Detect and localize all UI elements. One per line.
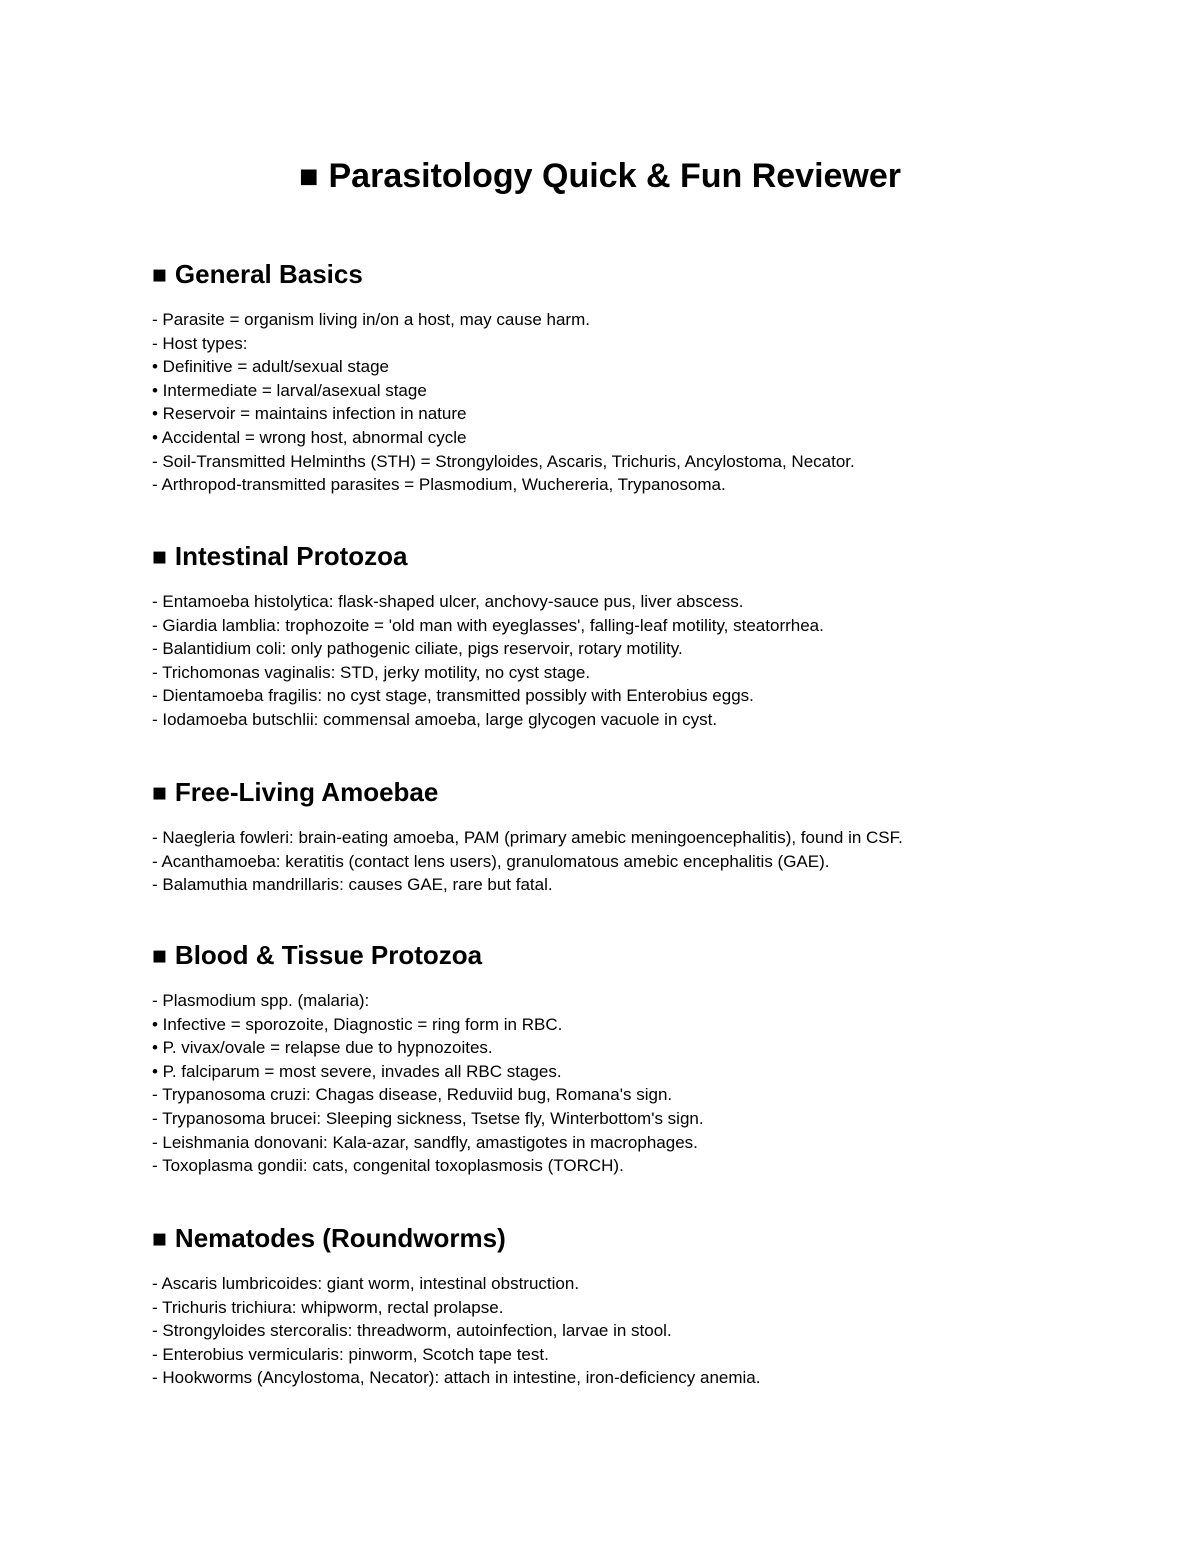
text-line: - Hookworms (Ancylostoma, Necator): attach in intestine, iron-deficiency anemia.	[152, 1368, 761, 1388]
text-line: - Strongyloides stercoralis: threadworm, autoinfection, larvae in stool.	[152, 1321, 672, 1341]
text-line: - Plasmodium spp. (malaria):	[152, 991, 370, 1010]
text-line: - Balamuthia mandrillaris: causes GAE, rare but fatal.	[152, 875, 553, 895]
section-heading-text: Nematodes (Roundworms)	[174, 1223, 506, 1253]
square-bullet-icon: ■	[152, 544, 167, 571]
section	[152, 774, 1152, 897]
section-lines	[152, 308, 1152, 497]
section-heading-text: Intestinal Protozoa	[174, 541, 408, 571]
text-line: - Toxoplasma gondii: cats, congenital toxoplasmosis (TORCH).	[152, 1156, 624, 1176]
text-line: - Arthropod-transmitted parasites = Plasmodium, Wuchereria, Trypanosoma.	[152, 475, 726, 495]
square-bullet-icon: ■	[152, 262, 167, 289]
text-line: • P. falciparum = most severe, invades all RBC stages.	[152, 1061, 562, 1081]
section-heading	[152, 937, 1152, 975]
text-line: - Entamoeba histolytica: flask-shaped ulcer, anchovy-sauce pus, liver abscess.	[152, 592, 744, 611]
page-title	[0, 152, 1200, 200]
text-line: - Soil-Transmitted Helminths (STH) = Strongyloides, Ascaris, Trichuris, Ancylostoma, Necator.	[152, 451, 855, 471]
text-line: • Infective = sporozoite, Diagnostic = ring form in RBC.	[152, 1014, 563, 1034]
section-heading	[152, 774, 1152, 812]
section-heading	[152, 256, 1152, 294]
text-line: - Trypanosoma cruzi: Chagas disease, Reduviid bug, Romana's sign.	[152, 1085, 673, 1105]
section-heading-text: General Basics	[174, 259, 363, 289]
text-line: - Leishmania donovani: Kala-azar, sandfly, amastigotes in macrophages.	[152, 1132, 698, 1152]
text-line: - Trypanosoma brucei: Sleeping sickness, Tsetse fly, Winterbottom's sign.	[152, 1108, 704, 1128]
text-line: - Acanthamoeba: keratitis (contact lens users), granulomatous amebic encephalitis (GAE).	[152, 851, 830, 871]
text-line: • Accidental = wrong host, abnormal cycle	[152, 427, 467, 447]
section	[152, 538, 1152, 732]
section	[152, 937, 1152, 1178]
text-line: - Iodamoeba butschlii: commensal amoeba, large glycogen vacuole in cyst.	[152, 709, 718, 729]
text-line: - Naegleria fowleri: brain-eating amoeba, PAM (primary amebic meningoencephalitis), found in CSF.	[152, 828, 903, 847]
section-lines	[152, 1272, 1152, 1390]
section	[152, 1220, 1152, 1390]
text-line: - Parasite = organism living in/on a host, may cause harm.	[152, 310, 590, 329]
section-lines	[152, 989, 1152, 1178]
text-line: - Trichuris trichiura: whipworm, rectal prolapse.	[152, 1297, 504, 1317]
text-line: - Ascaris lumbricoides: giant worm, intestinal obstruction.	[152, 1274, 580, 1293]
section-lines	[152, 590, 1152, 732]
page-title-text: Parasitology Quick & Fun Reviewer	[328, 157, 902, 195]
section-heading-text: Blood & Tissue Protozoa	[174, 940, 483, 970]
section-heading-text: Free-Living Amoebae	[174, 777, 439, 807]
text-line: - Trichomonas vaginalis: STD, jerky motility, no cyst stage.	[152, 662, 591, 682]
section-heading	[152, 538, 1152, 576]
section	[152, 256, 1152, 497]
text-line: - Balantidium coli: only pathogenic ciliate, pigs reservoir, rotary motility.	[152, 639, 683, 659]
section-heading	[152, 1220, 1152, 1258]
section-lines	[152, 826, 1152, 897]
square-bullet-icon: ■	[152, 780, 167, 807]
square-bullet-icon: ■	[298, 158, 319, 194]
text-line: - Enterobius vermicularis: pinworm, Scotch tape test.	[152, 1344, 549, 1364]
text-line: • Definitive = adult/sexual stage	[152, 357, 390, 377]
square-bullet-icon: ■	[152, 1226, 167, 1253]
text-line: • Reservoir = maintains infection in nature	[152, 404, 467, 424]
text-line: - Dientamoeba fragilis: no cyst stage, transmitted possibly with Enterobius eggs.	[152, 686, 754, 706]
text-line: - Giardia lamblia: trophozoite = 'old man with eyeglasses', falling-leaf motility, steatorrhea.	[152, 615, 824, 635]
text-line: • P. vivax/ovale = relapse due to hypnozoites.	[152, 1038, 493, 1058]
text-line: • Intermediate = larval/asexual stage	[152, 380, 427, 400]
square-bullet-icon: ■	[152, 943, 167, 970]
text-line: - Host types:	[152, 333, 248, 353]
